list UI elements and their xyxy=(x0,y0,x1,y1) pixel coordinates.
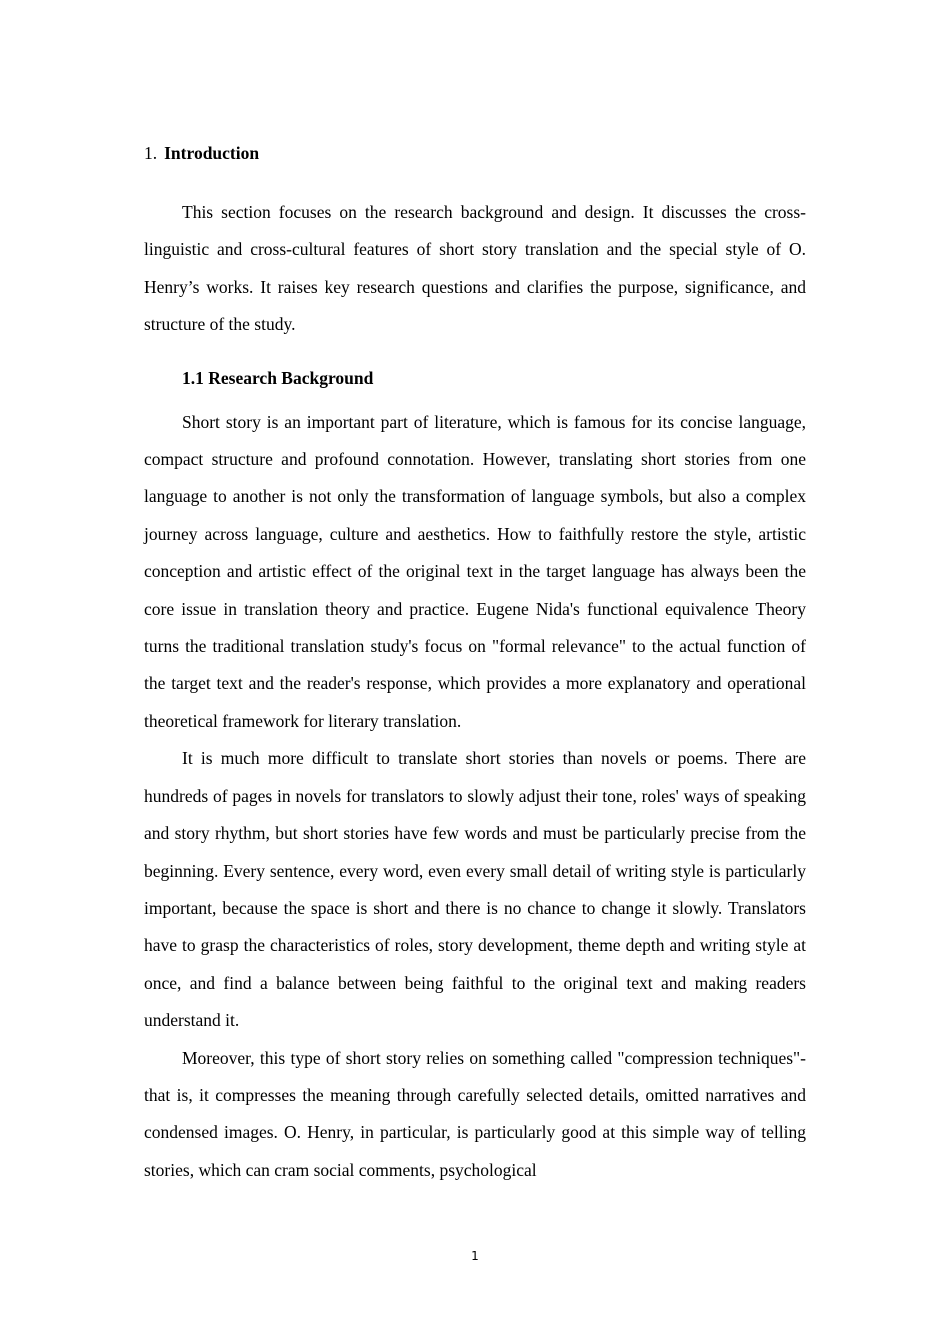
section-title: Introduction xyxy=(164,143,260,163)
document-page xyxy=(144,138,806,1189)
body-paragraph: Short story is an important part of literature, which is famous for its concise language, compact structure and profound connotation. However, translating short stories from one language to another is not only the transformation of language symbols, but also a complex journey across language, culture and aesthetics. How to faithfully restore the style, artistic conception and artistic effect of the original text in the target language has always been the core issue in translation theory and practice. Eugene Nida's functional equivalence Theory turns the traditional translation study's focus on "formal relevance" to the actual function of the target text and the reader's response, which provides a more explanatory and operational theoretical framework for literary translation. xyxy=(144,411,806,731)
body-paragraph: It is much more difficult to translate short stories than novels or poems. There are hundreds of pages in novels for translators to slowly adjust their tone, roles' ways of speaking and story rhythm, but short stories have few words and must be particularly precise from the beginning. Every sentence, every word, even every small detail of writing style is particularly important, because the space is short and there is no chance to change it slowly. Translators have to grasp the characteristics of roles, story development, theme depth and writing style at once, and find a balance between being faithful to the original text and making readers understand it. xyxy=(144,748,806,1031)
section-number: 1. xyxy=(144,143,158,163)
subsection-heading: 1.1 Research Background xyxy=(182,367,374,388)
section-heading xyxy=(144,138,806,168)
intro-paragraph: This section focuses on the research background and design. It discusses the cross-linguistic and cross-cultural features of short story translation and the special style of O. Henry’s works. It raises key research questions and clarifies the purpose, significance, and structure of the study. xyxy=(144,202,806,335)
body-paragraph: Moreover, this type of short story relies on something called "compression techniques"-that is, it compresses the meaning through carefully selected details, omitted narratives and condensed images. O. Henry, in particular, is particularly good at this simple way of telling stories, which can cram social comments, psychological xyxy=(144,1047,806,1180)
page-number: 1 xyxy=(471,1249,479,1263)
